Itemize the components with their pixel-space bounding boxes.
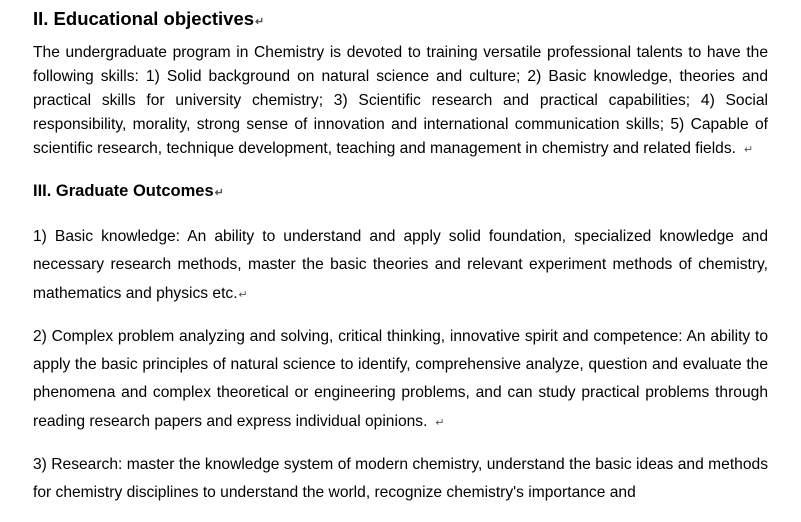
heading-text: II. Educational objectives	[33, 8, 255, 29]
outcome-item-basic-knowledge	[33, 223, 768, 309]
outcome-text: 3) Research: master the knowledge system of modern chemistry, understand the basic ideas and methods for chemistry disciplines to understand the world, recognize chemistry's importance and	[33, 456, 768, 502]
outcome-item-problem-solving	[33, 323, 768, 437]
objectives-text: The undergraduate program in Chemistry is devoted to training versatile professional talents to have the following skills: 1) Solid background on natural science and culture; 2) Basic knowledge, theories and practical skills for university chemistry; 3) Scientific research and practical capabilities; 4) Social responsibility, morality, strong sense of innovation and international communication skills; 5) Capable of scientific research, technique development, teaching and management in chemistry and related fields.	[33, 44, 768, 157]
section-heading-graduate-outcomes	[33, 181, 768, 223]
paragraph-mark-icon: ↵	[214, 187, 224, 199]
paragraph-mark-icon: ↵	[238, 288, 248, 301]
heading-text: III. Graduate Outcomes	[33, 182, 214, 200]
paragraph-mark-icon: ↵	[255, 16, 265, 28]
outcome-text: 2) Complex problem analyzing and solving, critical thinking, innovative spirit and competence: An ability to apply the basic principles of natural science to identify, comprehensive analyze, question and evaluate the phenomena and complex theoretical or engineering problems, and can study practical problems through reading research papers and express individual opinions.	[33, 327, 768, 430]
outcome-item-research	[33, 451, 768, 508]
outcome-text: 1) Basic knowledge: An ability to understand and apply solid foundation, specialized knowledge and necessary research methods, master the basic theories and relevant experiment methods of chemistry, mathematics and physics etc.	[33, 228, 768, 302]
paragraph-mark-icon: ↵	[743, 144, 754, 156]
objectives-paragraph	[33, 41, 768, 162]
section-heading-educational-objectives	[33, 0, 768, 41]
paragraph-mark-icon: ↵	[435, 416, 445, 429]
